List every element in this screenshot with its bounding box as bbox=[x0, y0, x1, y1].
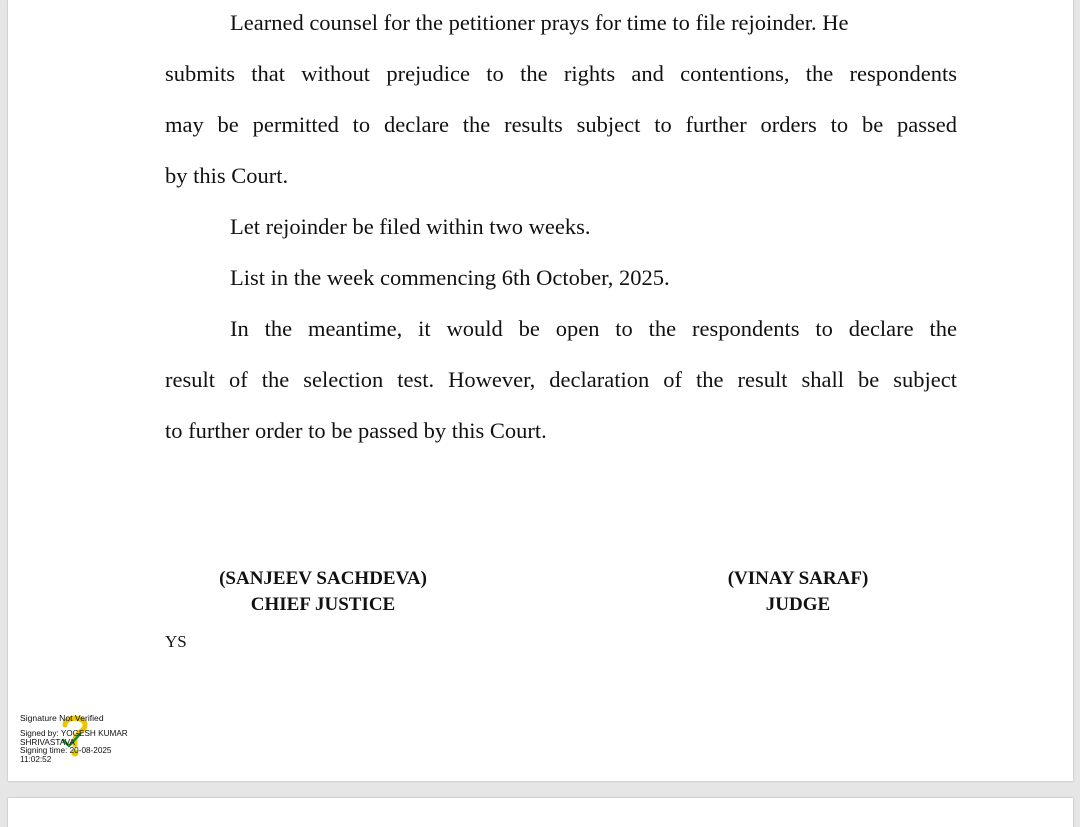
signatory-title: CHIEF JUSTICE bbox=[250, 593, 396, 615]
paragraph-4-line-3: to further order to be passed by this Court. bbox=[165, 418, 547, 443]
paragraph-2: Let rejoinder be filed within two weeks. bbox=[230, 214, 591, 239]
digital-signature-stamp[interactable] bbox=[20, 712, 160, 772]
document-page bbox=[8, 0, 1073, 781]
paragraph-3: List in the week commencing 6th October, 2025. bbox=[230, 265, 670, 290]
paragraph-1-line-3: may be permitted to declare the results subject to further orders to be passed bbox=[165, 112, 957, 137]
paragraph-1-line-1: Learned counsel for the petitioner prays for time to file rejoinder. He bbox=[230, 10, 849, 35]
signed-by: Signed by: YOGESH KUMAR SHRIVASTAVA bbox=[20, 729, 128, 747]
signatory-name: (SANJEEV SACHDEVA) bbox=[219, 568, 427, 589]
signing-time: Signing time: 20-08-2025 11:02:52 bbox=[20, 746, 112, 764]
signatory-chief-justice bbox=[198, 566, 448, 617]
paragraph-1-line-4: by this Court. bbox=[165, 163, 289, 188]
signatory-judge bbox=[698, 566, 898, 617]
signatory-title: JUDGE bbox=[765, 593, 831, 615]
signatory-name: (VINAY SARAF) bbox=[727, 568, 869, 589]
next-page bbox=[8, 798, 1073, 827]
paragraph-1-line-2: submits that without prejudice to the rights and contentions, the respondents bbox=[165, 61, 957, 86]
initials: YS bbox=[165, 632, 187, 651]
paragraph-4-line-1: In the meantime, it would be open to the respondents to declare the bbox=[230, 316, 957, 341]
paragraph-4-line-2: result of the selection test. However, declaration of the result shall be subject bbox=[165, 367, 957, 392]
signature-status: Signature Not Verified bbox=[20, 713, 104, 723]
